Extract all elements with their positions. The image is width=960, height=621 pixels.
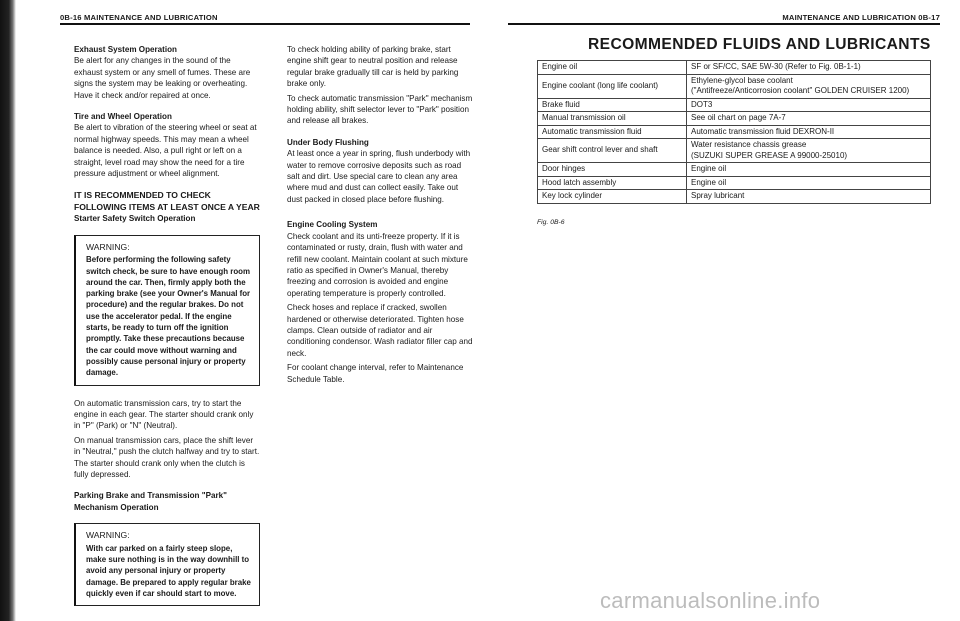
lubrication-point-cell: Brake fluid — [538, 98, 687, 112]
lubrication-point-cell: Engine oil — [538, 61, 687, 75]
left-column-1 — [74, 44, 260, 618]
left-header-rule — [60, 23, 470, 25]
lubricant-spec-cell — [687, 61, 931, 75]
lubricant-spec: SF or SF/CC, SAE 5W-30 (Refer to Fig. 0B-1-1) — [691, 62, 861, 71]
lubricant-spec-cell — [687, 112, 931, 126]
left-column-2 — [287, 44, 473, 395]
lubricant-spec-cell — [687, 125, 931, 139]
exhaust-body: Be alert for any changes in the sound of the exhaust system or any smell of fumes. These are signs the system may be leaking or overheating. Have it check and/or repaired at once. — [74, 56, 251, 100]
left-page-header: 0B-16 MAINTENANCE AND LUBRICATION — [60, 13, 218, 22]
watermark: carmanualsonline.info — [600, 588, 821, 613]
table-row — [538, 139, 931, 163]
lubricant-spec-cell — [687, 190, 931, 204]
table-row — [538, 125, 931, 139]
cooling-paragraph-3: For coolant change interval, refer to Maintenance Schedule Table. — [287, 363, 464, 384]
figure-label: Fig. 0B-6 — [537, 219, 565, 226]
lubricant-spec: Ethylene-glycol base coolant — [691, 75, 793, 85]
lubricant-spec-cell — [687, 163, 931, 177]
lubricant-spec-detail: (SUZUKI SUPER GREASE A 99000-25010) — [691, 150, 848, 160]
lubricant-spec-cell — [687, 176, 931, 190]
fluids-table-title: RECOMMENDED FLUIDS AND LUBRICANTS — [588, 36, 931, 53]
warning-body: Before performing the following safety switch check, be sure to have enough room around the car. Then, firmly apply both the parking brake (see your Owner's Manual for procedure) and the regular brakes. Do not use the accelerator pedal. If the engine starts, be ready to turn off the ignition promptly. Take these precautions because the car could move without warning and possibly cause personal injury or property damage. — [86, 255, 251, 378]
exhaust-heading: Exhaust System Operation — [74, 45, 178, 54]
warning-title: WARNING: — [86, 241, 130, 252]
warning-box-starter — [74, 235, 260, 386]
tire-heading: Tire and Wheel Operation — [74, 112, 172, 122]
warning-body: With car parked on a fairly steep slope, make sure nothing is in the way downhill to avoid any personal injury or property damage. Be prepared to apply regular brake quickly even if car should start to move. — [86, 543, 251, 598]
lubricant-spec: Spray lubricant — [691, 191, 745, 200]
cooling-paragraph-1: Check coolant and its unti-freeze property. If it is contaminated or rusty, drain, flush with water and refill new coolant. Maintain coolant at such mixture ratio as specified in Owner's Manual, thereby freezing and corrosion is avoided and engine operating temperature is properly controlled. — [287, 231, 468, 298]
tire-body: Be alert to vibration of the steering wheel or seat at normal highway speeds. This may mean a wheel balance is needed. Also, a pull right or left on a straight, level road may show the need for a tire pressure adjustment or wheel alignment. — [74, 123, 257, 179]
underbody-body: At least once a year in spring, flush underbody with water to remove corrosive deposits such as road salt and dirt. Use special care to clean any area where mud and dust can collect easily. Take out dust packed in closed place before flushing. — [287, 149, 471, 204]
starter-heading: Starter Safety Switch Operation — [74, 214, 196, 224]
starter-paragraph-automatic: On automatic transmission cars, try to start the engine in each gear. The starter should crank only in "P" (Park) or "N" (Neutral). — [74, 398, 254, 431]
parking-brake-paragraph: To check holding ability of parking brake, start engine shift gear to neutral position and release regular brake gradually till car is held by parking brake only. — [287, 45, 459, 89]
lubricant-spec-detail: ("Antifreeze/Anticorrosion coolant" GOLDEN CRUISER 1200) — [691, 86, 910, 95]
recommend-heading: IT IS RECOMMENDED TO CHECK FOLLOWING ITEMS AT LEAST ONCE A YEAR — [74, 190, 260, 213]
lubricant-spec: Water resistance chassis grease — [691, 140, 807, 149]
lubricant-spec-cell — [687, 74, 931, 98]
lubrication-point-cell: Hood latch assembly — [538, 176, 687, 190]
lubricant-spec-cell — [687, 98, 931, 112]
fluids-lubricants-table — [537, 60, 931, 204]
table-row — [538, 98, 931, 112]
page-binding-shadow — [0, 0, 16, 621]
lubrication-point-cell: Engine coolant (long life coolant) — [538, 74, 687, 98]
lubricant-spec: DOT3 — [691, 99, 713, 109]
lubricant-spec-cell — [687, 139, 931, 163]
right-page-header: MAINTENANCE AND LUBRICATION 0B-17 — [782, 13, 940, 22]
lubrication-point-cell: Gear shift control lever and shaft — [538, 139, 687, 163]
lubricant-spec: Automatic transmission fluid DEXRON-II — [691, 126, 835, 136]
lubrication-point-cell: Automatic transmission fluid — [538, 125, 687, 139]
parking-heading-line2: Mechanism Operation — [74, 502, 159, 512]
park-mechanism-paragraph: To check automatic transmission "Park" mechanism holding ability, shift selector lever to "Park" position and release all brakes. — [287, 93, 473, 126]
table-row — [538, 74, 931, 98]
parking-heading-line1: Parking Brake and Transmission "Park" — [74, 491, 227, 501]
lubrication-point-cell: Door hinges — [538, 163, 687, 177]
table-row — [538, 61, 931, 75]
right-header-rule — [508, 23, 940, 25]
table-row — [538, 176, 931, 190]
lubricant-spec: See oil chart on page 7A-7 — [691, 113, 786, 122]
warning-title: WARNING: — [86, 530, 130, 541]
table-row — [538, 163, 931, 177]
lubrication-point-cell: Manual transmission oil — [538, 112, 687, 126]
underbody-heading: Under Body Flushing — [287, 137, 369, 147]
lubricant-spec: Engine oil — [691, 177, 727, 187]
cooling-paragraph-2: Check hoses and replace if cracked, swollen hardened or otherwise deteriorated. Tighten hose clamps. Clean outside of radiator and air conditioning condensor. Wash radiator filler cap and neck. — [287, 303, 473, 358]
starter-paragraph-manual: On manual transmission cars, place the shift lever in "Neutral," push the clutch halfway and try to start. The starter should crank only when the clutch is fully depressed. — [74, 435, 260, 479]
cooling-heading: Engine Cooling System — [287, 220, 378, 230]
table-row — [538, 190, 931, 204]
lubrication-point-cell: Key lock cylinder — [538, 190, 687, 204]
warning-box-parking — [74, 523, 260, 606]
lubricant-spec: Engine oil — [691, 164, 727, 173]
table-row — [538, 112, 931, 126]
